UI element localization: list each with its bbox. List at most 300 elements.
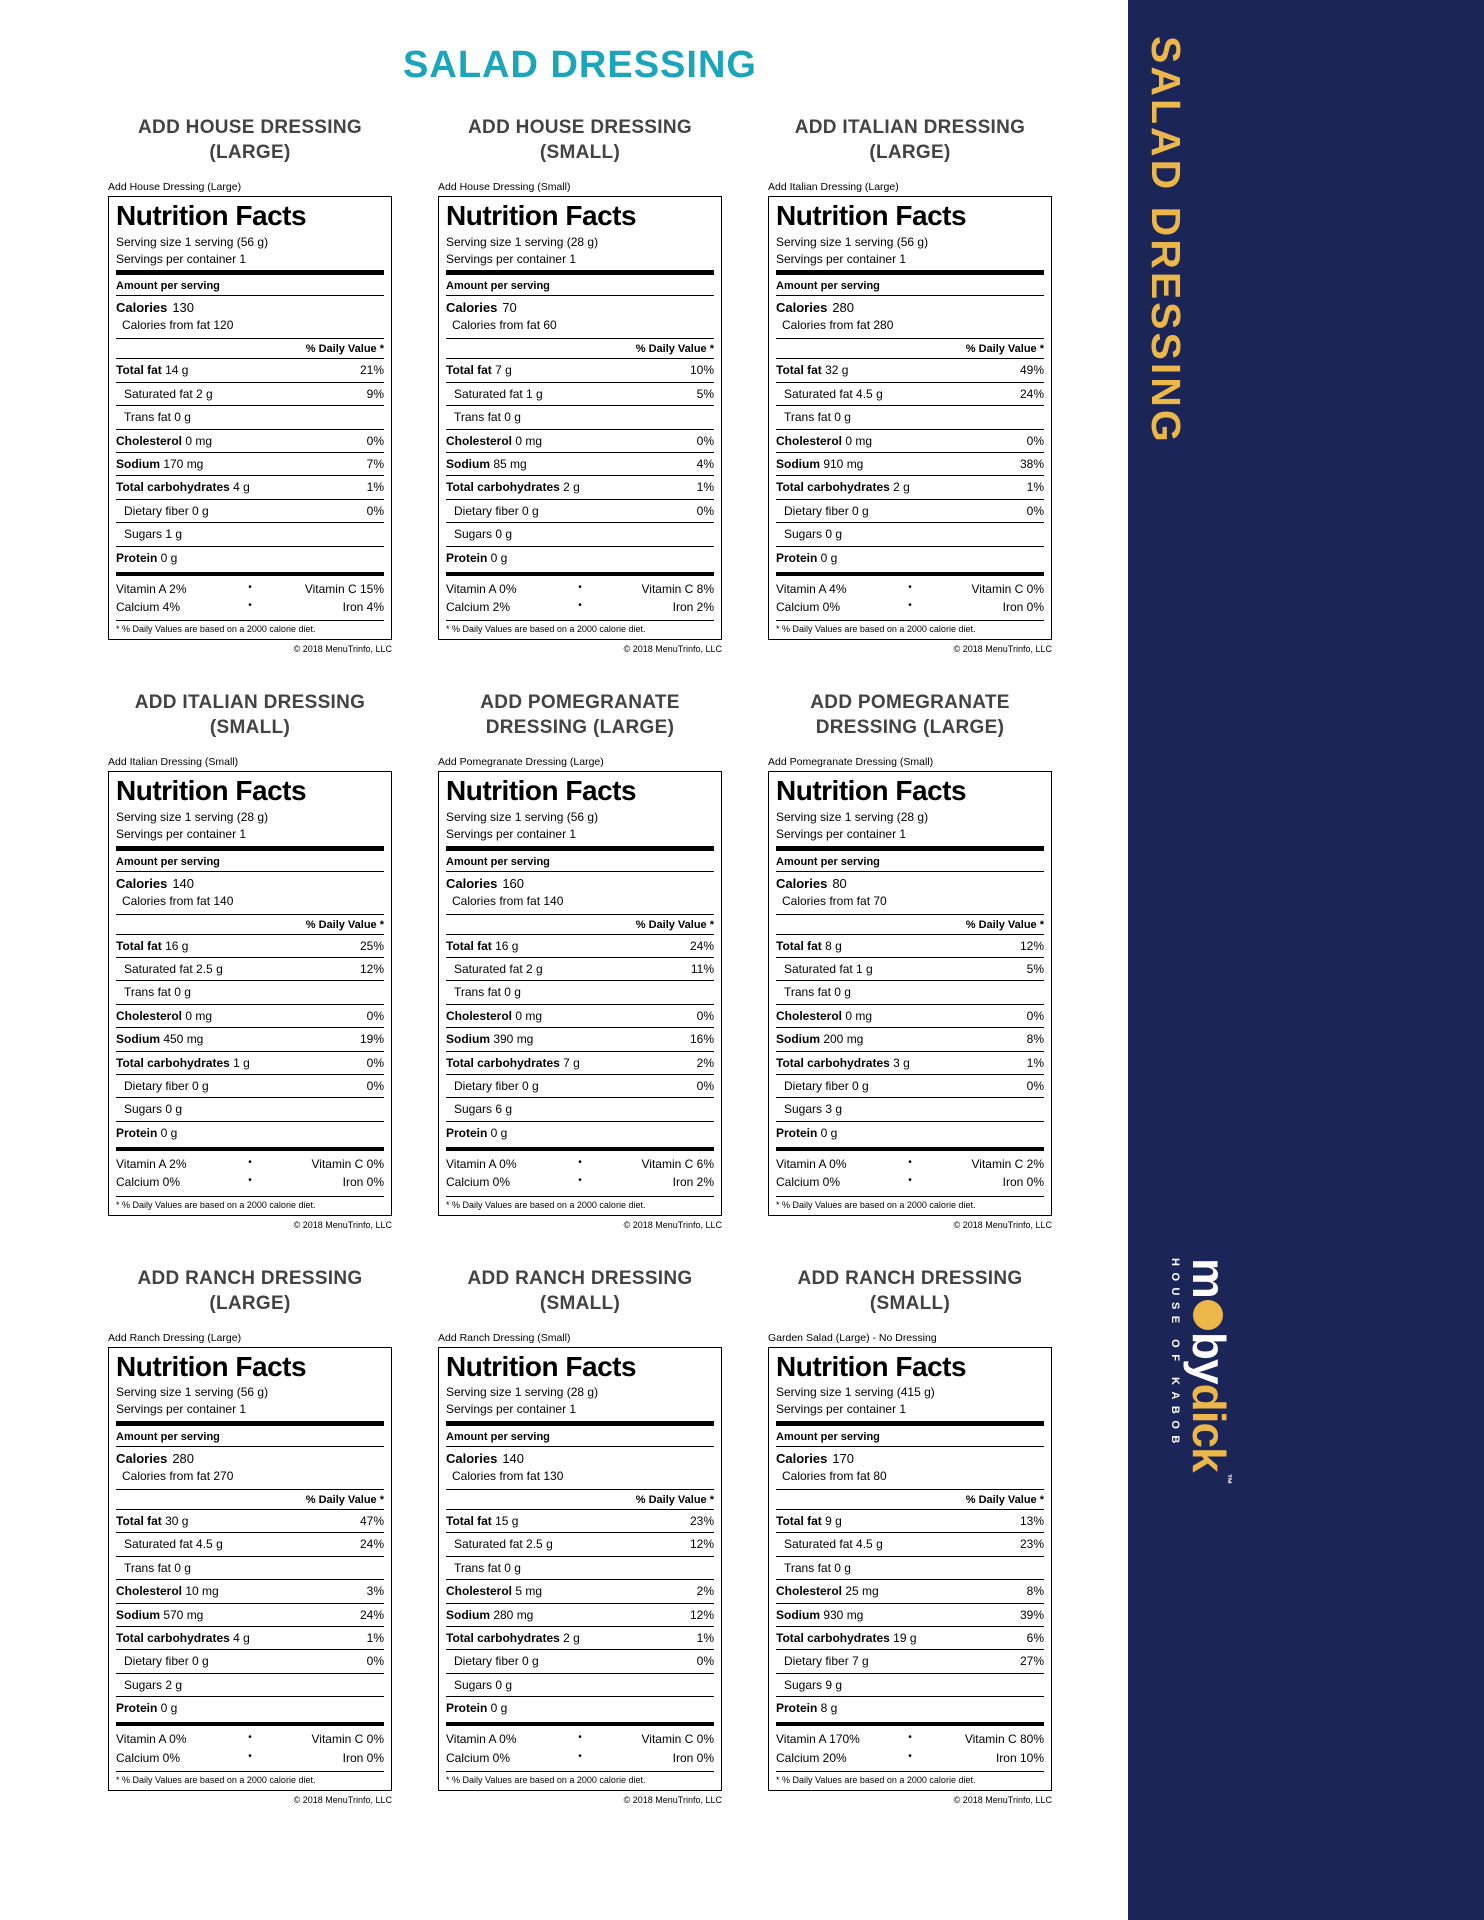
calories-from-fat-label: Calories from fat	[782, 893, 871, 908]
nutrient-row	[446, 1603, 714, 1626]
amount-per-serving-label: Amount per serving	[446, 855, 550, 868]
nutrient-row	[776, 382, 1044, 405]
nutrient-row	[446, 1121, 714, 1144]
nutrient-name-value: Sodium 170 mg	[116, 456, 204, 471]
daily-value-percent: 0%	[366, 1008, 384, 1023]
serving-size-line	[116, 809, 384, 826]
vitamin-left: Calcium 0%	[116, 1750, 181, 1765]
nutrient-row	[116, 1532, 384, 1555]
calories-from-fat-label: Calories from fat	[122, 318, 211, 333]
calories-label: Calories	[116, 875, 168, 891]
calories-from-fat-line	[776, 892, 1044, 914]
calories-from-fat-value: 120	[213, 318, 234, 333]
nutrient-row	[446, 1532, 714, 1555]
footnote: * % Daily Values are based on a 2000 calorie diet.	[776, 1771, 1044, 1785]
nutrient-name-value: Sodium 85 mg	[446, 456, 527, 471]
nutrient-name-value: Cholesterol 0 mg	[776, 433, 873, 448]
divider-thick	[446, 270, 714, 275]
calories-label: Calories	[116, 300, 168, 316]
nutrient-rows	[116, 1509, 384, 1720]
daily-value-percent: 24%	[359, 1537, 384, 1552]
card-heading: ADD ITALIAN DRESSING (LARGE)	[794, 117, 1026, 164]
nutrient-name-value: Sodium 450 mg	[116, 1032, 204, 1047]
vitamin-right: Vitamin C 15%	[304, 581, 384, 596]
bullet-icon: •	[908, 600, 912, 612]
nutrient-name-value: Total carbohydrates 2 g	[446, 1630, 580, 1645]
nutrient-name-value: Protein 0 g	[776, 550, 838, 565]
calories-from-fat-label: Calories from fat	[452, 1468, 541, 1483]
nutrient-row	[776, 522, 1044, 545]
serving-size-line	[446, 234, 714, 251]
label-name: Add Ranch Dressing (Large)	[108, 1331, 242, 1344]
vitamin-right: Vitamin C 6%	[641, 1157, 714, 1172]
vitamin-row	[776, 1749, 1044, 1767]
calories-line	[446, 296, 714, 316]
vitamin-row	[446, 580, 714, 598]
nutrition-facts-box	[108, 771, 392, 1215]
vitamin-right: Iron 10%	[995, 1750, 1044, 1765]
copyright: © 2018 MenuTrinfo, LLC	[293, 644, 392, 655]
vitamin-left: Calcium 0%	[116, 1175, 181, 1190]
daily-value-percent: 5%	[696, 386, 714, 401]
nutrition-facts-box	[438, 1347, 722, 1791]
serving-size-line	[776, 809, 1044, 826]
nutrient-row	[116, 1696, 384, 1719]
daily-value-percent: 0%	[696, 1008, 714, 1023]
nutrient-row	[116, 1603, 384, 1626]
vitamin-rows	[116, 1154, 384, 1193]
amount-per-serving-label: Amount per serving	[446, 280, 550, 293]
daily-value-percent: 12%	[1019, 938, 1044, 953]
daily-value-percent: 12%	[689, 1537, 714, 1552]
calories-value: 140	[502, 1450, 525, 1466]
nutrient-row	[116, 405, 384, 428]
nutrient-name-value: Sodium 280 mg	[446, 1607, 534, 1622]
amount-per-serving-label: Amount per serving	[116, 855, 220, 868]
calories-line	[116, 1447, 384, 1467]
nutrient-row	[446, 1097, 714, 1120]
serving-size-line	[116, 1384, 384, 1401]
nutrient-row	[776, 1579, 1044, 1602]
nutrient-row	[446, 1673, 714, 1696]
nutrient-name-value: Sugars 3 g	[784, 1102, 843, 1117]
nutrient-row	[776, 957, 1044, 980]
bullet-icon: •	[908, 581, 912, 593]
nutrient-row	[116, 1626, 384, 1649]
nutrient-row	[116, 475, 384, 498]
nutrient-row	[776, 1532, 1044, 1555]
calories-value: 70	[502, 300, 517, 316]
bullet-icon: •	[578, 1157, 582, 1169]
daily-value-percent: 0%	[366, 1654, 384, 1669]
bullet-icon: •	[578, 1732, 582, 1744]
daily-value-percent: 0%	[696, 1079, 714, 1094]
calories-from-fat-value: 60	[543, 318, 557, 333]
daily-value-percent: 0%	[696, 1654, 714, 1669]
calories-from-fat-label: Calories from fat	[122, 1468, 211, 1483]
calories-from-fat-value: 270	[213, 1468, 234, 1483]
vitamin-row	[446, 1173, 714, 1191]
divider-thick	[116, 1421, 384, 1426]
daily-value-percent: 49%	[1019, 363, 1044, 378]
copyright: © 2018 MenuTrinfo, LLC	[953, 644, 1052, 655]
daily-value-percent: 23%	[1019, 1537, 1044, 1552]
nutrient-name-value: Saturated fat 4.5 g	[784, 386, 883, 401]
amount-per-serving-label: Amount per serving	[116, 1430, 220, 1443]
nutrient-rows	[776, 358, 1044, 569]
vitamin-rows	[116, 579, 384, 618]
nutrient-name-value: Sodium 390 mg	[446, 1032, 534, 1047]
divider-thick	[776, 270, 1044, 275]
vitamin-right: Vitamin C 0%	[311, 1732, 384, 1747]
nutrient-row	[776, 934, 1044, 957]
serving-size-value: 1 serving (56 g)	[184, 234, 269, 249]
nutrition-card	[768, 690, 1052, 1229]
divider-thick	[776, 572, 1044, 576]
divider-thick	[116, 1722, 384, 1726]
nutrient-row	[446, 1649, 714, 1672]
vitamin-left: Calcium 0%	[776, 1175, 841, 1190]
calories-from-fat-value: 80	[873, 1468, 887, 1483]
divider-thick	[446, 572, 714, 576]
mobydick-wordmark	[1183, 1258, 1235, 1520]
serving-size-value: 1 serving (28 g)	[844, 810, 929, 825]
nutrient-name-value: Saturated fat 2.5 g	[454, 1537, 553, 1552]
nutrient-row	[116, 1509, 384, 1532]
label-name: Add Italian Dressing (Small)	[108, 756, 239, 769]
calories-from-fat-line	[446, 1467, 714, 1489]
logo-letters-dick: dick	[1183, 1383, 1235, 1472]
nutrient-name-value: Total carbohydrates 2 g	[446, 480, 580, 495]
calories-from-fat-label: Calories from fat	[452, 318, 541, 333]
amount-per-serving-label: Amount per serving	[776, 280, 880, 293]
calories-from-fat-value: 140	[213, 893, 234, 908]
nutrient-row	[116, 1074, 384, 1097]
calories-label: Calories	[776, 1450, 828, 1466]
nutrient-row	[116, 429, 384, 452]
daily-value-percent: 8%	[1026, 1032, 1044, 1047]
nutrient-row	[776, 1603, 1044, 1626]
labels-grid	[108, 115, 1128, 1805]
nutrient-name-value: Sugars 1 g	[124, 527, 183, 542]
nutrient-row	[776, 499, 1044, 522]
daily-value-header: % Daily Value *	[965, 343, 1044, 356]
nutrient-name-value: Cholesterol 0 mg	[116, 433, 213, 448]
calories-label: Calories	[116, 1450, 168, 1466]
vitamin-rows	[776, 1154, 1044, 1193]
vitamin-left: Vitamin A 2%	[116, 1157, 187, 1172]
vitamin-right: Vitamin C 0%	[311, 1157, 384, 1172]
bullet-icon: •	[578, 581, 582, 593]
nutrient-name-value: Total fat 30 g	[116, 1513, 189, 1528]
nutrient-name-value: Protein 0 g	[116, 1125, 178, 1140]
amount-per-serving-label: Amount per serving	[116, 280, 220, 293]
calories-from-fat-line	[116, 1467, 384, 1489]
nutrient-row	[116, 499, 384, 522]
nutrient-row	[446, 475, 714, 498]
serving-size-value: 1 serving (28 g)	[514, 1385, 599, 1400]
nutrient-name-value: Trans fat 0 g	[454, 985, 521, 1000]
vitamin-right: Vitamin C 2%	[971, 1157, 1044, 1172]
nutrient-name-value: Total carbohydrates 4 g	[116, 480, 250, 495]
nutrient-name-value: Trans fat 0 g	[124, 410, 191, 425]
vitamin-left: Vitamin A 0%	[446, 1157, 517, 1172]
divider-thick	[776, 1421, 1044, 1426]
serving-size-value: 1 serving (56 g)	[514, 810, 599, 825]
serving-size-line	[116, 234, 384, 251]
serving-size-line	[776, 1384, 1044, 1401]
calories-from-fat-value: 130	[543, 1468, 564, 1483]
nutrient-row	[776, 1051, 1044, 1074]
servings-per-container-line: Servings per container 1	[776, 1402, 907, 1417]
bullet-icon: •	[908, 1732, 912, 1744]
daily-value-percent: 0%	[1026, 503, 1044, 518]
mobydick-logo	[1169, 1258, 1235, 1520]
calories-value: 280	[172, 1450, 195, 1466]
nutrient-name-value: Dietary fiber 0 g	[454, 503, 539, 518]
calories-from-fat-label: Calories from fat	[122, 893, 211, 908]
nutrient-name-value: Saturated fat 4.5 g	[124, 1537, 223, 1552]
daily-value-percent: 2%	[696, 1584, 714, 1599]
nutrient-name-value: Protein 8 g	[776, 1701, 838, 1716]
divider-thick	[776, 1722, 1044, 1726]
daily-value-percent: 39%	[1019, 1607, 1044, 1622]
vitamin-left: Vitamin A 0%	[776, 1157, 847, 1172]
nutrition-facts-title: Nutrition Facts	[116, 200, 307, 231]
nutrient-name-value: Total fat 8 g	[776, 938, 842, 953]
vitamin-row	[446, 598, 714, 616]
nutrient-row	[446, 358, 714, 381]
vitamin-right: Iron 0%	[342, 1175, 384, 1190]
vitamin-left: Vitamin A 170%	[776, 1732, 860, 1747]
vitamin-row	[116, 1155, 384, 1173]
nutrient-row	[446, 934, 714, 957]
daily-value-header: % Daily Value *	[635, 918, 714, 931]
calories-line	[446, 1447, 714, 1467]
vitamin-left: Vitamin A 0%	[446, 581, 517, 596]
nutrient-name-value: Dietary fiber 0 g	[784, 1079, 869, 1094]
daily-value-percent: 1%	[696, 480, 714, 495]
nutrient-row	[446, 499, 714, 522]
nutrient-name-value: Trans fat 0 g	[784, 985, 851, 1000]
nutrient-row	[116, 957, 384, 980]
serving-size-value: 1 serving (56 g)	[844, 234, 929, 249]
vitamin-right: Vitamin C 0%	[641, 1732, 714, 1747]
calories-from-fat-line	[116, 316, 384, 338]
daily-value-percent: 9%	[366, 386, 384, 401]
serving-size-label: Serving size	[116, 234, 182, 249]
servings-per-container-line: Servings per container 1	[776, 251, 907, 266]
daily-value-header: % Daily Value *	[965, 918, 1044, 931]
calories-from-fat-label: Calories from fat	[782, 1468, 871, 1483]
calories-from-fat-label: Calories from fat	[452, 893, 541, 908]
nutrient-row	[776, 1556, 1044, 1579]
card-heading: ADD RANCH DRESSING (SMALL)	[797, 1267, 1023, 1314]
nutrient-name-value: Protein 0 g	[116, 1701, 178, 1716]
bullet-icon: •	[248, 581, 252, 593]
calories-from-fat-line	[776, 1467, 1044, 1489]
nutrient-name-value: Total carbohydrates 2 g	[776, 480, 910, 495]
bullet-icon: •	[908, 1175, 912, 1187]
nutrient-name-value: Total carbohydrates 3 g	[776, 1055, 910, 1070]
daily-value-percent: 13%	[1019, 1513, 1044, 1528]
nutrient-row	[446, 429, 714, 452]
serving-size-value: 1 serving (28 g)	[184, 810, 269, 825]
servings-per-container-line: Servings per container 1	[446, 251, 577, 266]
calories-from-fat-value: 70	[873, 893, 887, 908]
nutrient-row	[446, 1579, 714, 1602]
nutrient-row	[116, 980, 384, 1003]
nutrient-name-value: Sodium 930 mg	[776, 1607, 864, 1622]
calories-line	[776, 296, 1044, 316]
vitamin-row	[776, 1155, 1044, 1173]
daily-value-percent: 0%	[366, 1055, 384, 1070]
vitamin-right: Vitamin C 0%	[971, 581, 1044, 596]
nutrient-row	[446, 1074, 714, 1097]
card-heading: ADD ITALIAN DRESSING (SMALL)	[134, 692, 366, 739]
bullet-icon: •	[248, 1175, 252, 1187]
nutrient-name-value: Trans fat 0 g	[784, 410, 851, 425]
logo-letters-by: by	[1183, 1331, 1235, 1384]
footnote: * % Daily Values are based on a 2000 calorie diet.	[776, 620, 1044, 634]
card-heading: ADD POMEGRANATE DRESSING (LARGE)	[810, 692, 1010, 739]
calories-value: 140	[172, 875, 195, 891]
daily-value-percent: 0%	[696, 433, 714, 448]
brand-logo	[1148, 1258, 1238, 1518]
card-heading: ADD HOUSE DRESSING (LARGE)	[138, 117, 362, 164]
nutrient-name-value: Dietary fiber 7 g	[784, 1654, 869, 1669]
nutrient-name-value: Protein 0 g	[116, 550, 178, 565]
nutrition-facts-title: Nutrition Facts	[116, 775, 307, 807]
daily-value-percent: 3%	[366, 1584, 384, 1599]
vitamin-row	[776, 580, 1044, 598]
servings-per-container-line: Servings per container 1	[776, 826, 907, 841]
daily-value-percent: 1%	[696, 1630, 714, 1645]
nutrient-name-value: Total fat 16 g	[446, 938, 519, 953]
daily-value-percent: 12%	[359, 962, 384, 977]
nutrition-facts-box	[438, 771, 722, 1215]
nutrient-row	[116, 1649, 384, 1672]
footnote: * % Daily Values are based on a 2000 calorie diet.	[446, 1771, 714, 1785]
daily-value-percent: 24%	[1019, 386, 1044, 401]
vitamin-row	[116, 580, 384, 598]
nutrient-name-value: Dietary fiber 0 g	[454, 1654, 539, 1669]
daily-value-header: % Daily Value *	[635, 343, 714, 356]
card-heading: ADD RANCH DRESSING (LARGE)	[137, 1267, 363, 1314]
nutrient-row	[776, 1649, 1044, 1672]
vitamin-left: Calcium 0%	[776, 600, 841, 615]
nutrient-name-value: Sugars 0 g	[124, 1102, 183, 1117]
nutrition-card	[438, 1266, 722, 1805]
calories-from-fat-value: 140	[543, 893, 564, 908]
calories-label: Calories	[446, 300, 498, 316]
nutrition-facts-box	[768, 1347, 1052, 1791]
bullet-icon: •	[908, 1157, 912, 1169]
copyright: © 2018 MenuTrinfo, LLC	[953, 1219, 1052, 1230]
nutrient-name-value: Saturated fat 1 g	[454, 386, 543, 401]
nutrient-row	[776, 452, 1044, 475]
nutrient-rows	[776, 1509, 1044, 1720]
vitamin-row	[446, 1749, 714, 1767]
nutrient-name-value: Sodium 200 mg	[776, 1032, 864, 1047]
nutrient-name-value: Protein 0 g	[446, 1701, 508, 1716]
daily-value-percent: 2%	[696, 1055, 714, 1070]
nutrition-facts-box	[768, 196, 1052, 640]
divider-thick	[116, 572, 384, 576]
calories-label: Calories	[446, 875, 498, 891]
nutrient-row	[446, 546, 714, 569]
servings-per-container-line: Servings per container 1	[116, 826, 247, 841]
daily-value-header: % Daily Value *	[305, 343, 384, 356]
vitamin-left: Calcium 0%	[446, 1175, 511, 1190]
nutrition-facts-title: Nutrition Facts	[446, 775, 637, 807]
label-name: Garden Salad (Large) - No Dressing	[768, 1331, 937, 1344]
daily-value-percent: 21%	[359, 363, 384, 378]
nutrient-name-value: Saturated fat 4.5 g	[784, 1537, 883, 1552]
daily-value-percent: 4%	[696, 456, 714, 471]
page-title: SALAD DRESSING	[403, 44, 757, 86]
serving-size-line	[446, 809, 714, 826]
label-name: Add House Dressing (Small)	[438, 181, 571, 193]
daily-value-percent: 24%	[359, 1607, 384, 1622]
daily-value-percent: 1%	[366, 1630, 384, 1645]
calories-from-fat-line	[116, 892, 384, 914]
nutrient-name-value: Cholesterol 10 mg	[116, 1584, 219, 1599]
nutrient-name-value: Saturated fat 2.5 g	[124, 962, 223, 977]
nutrition-facts-title: Nutrition Facts	[446, 200, 637, 231]
vitamin-right: Vitamin C 8%	[641, 581, 714, 596]
servings-per-container-line: Servings per container 1	[446, 826, 577, 841]
nutrient-name-value: Trans fat 0 g	[454, 410, 521, 425]
serving-size-label: Serving size	[776, 234, 842, 249]
vitamin-right: Iron 2%	[672, 600, 714, 615]
nutrient-row	[116, 382, 384, 405]
nutrient-name-value: Cholesterol 25 mg	[776, 1584, 879, 1599]
daily-value-percent: 0%	[366, 433, 384, 448]
footnote: * % Daily Values are based on a 2000 calorie diet.	[116, 1196, 384, 1210]
nutrient-rows	[776, 934, 1044, 1145]
nutrient-name-value: Sugars 9 g	[784, 1677, 843, 1692]
nutrient-row	[776, 1626, 1044, 1649]
trademark-symbol: ™	[1221, 1473, 1233, 1485]
nutrient-name-value: Saturated fat 1 g	[784, 962, 873, 977]
nutrient-row	[776, 1097, 1044, 1120]
serving-size-label: Serving size	[446, 810, 512, 825]
card-heading: ADD HOUSE DRESSING (SMALL)	[468, 117, 692, 164]
vitamin-left: Vitamin A 0%	[446, 1732, 517, 1747]
nutrition-card	[768, 1266, 1052, 1805]
card-heading: ADD RANCH DRESSING (SMALL)	[467, 1267, 693, 1314]
nutrient-row	[776, 546, 1044, 569]
nutrient-row	[116, 1097, 384, 1120]
label-name: Add House Dressing (Large)	[108, 181, 242, 193]
daily-value-header: % Daily Value *	[305, 918, 384, 931]
nutrient-rows	[446, 934, 714, 1145]
nutrient-row	[446, 1696, 714, 1719]
nutrition-facts-title: Nutrition Facts	[116, 1350, 307, 1382]
vitamin-row	[116, 598, 384, 616]
nutrient-name-value: Total fat 14 g	[116, 363, 189, 378]
vitamin-rows	[446, 1154, 714, 1193]
daily-value-percent: 1%	[1026, 480, 1044, 495]
servings-per-container-line: Servings per container 1	[116, 251, 247, 266]
nutrient-row	[116, 1051, 384, 1074]
nutrient-rows	[446, 1509, 714, 1720]
vitamin-row	[116, 1749, 384, 1767]
divider-thick	[116, 1147, 384, 1151]
daily-value-percent: 0%	[1026, 433, 1044, 448]
logo-circle-icon	[1193, 1300, 1223, 1330]
